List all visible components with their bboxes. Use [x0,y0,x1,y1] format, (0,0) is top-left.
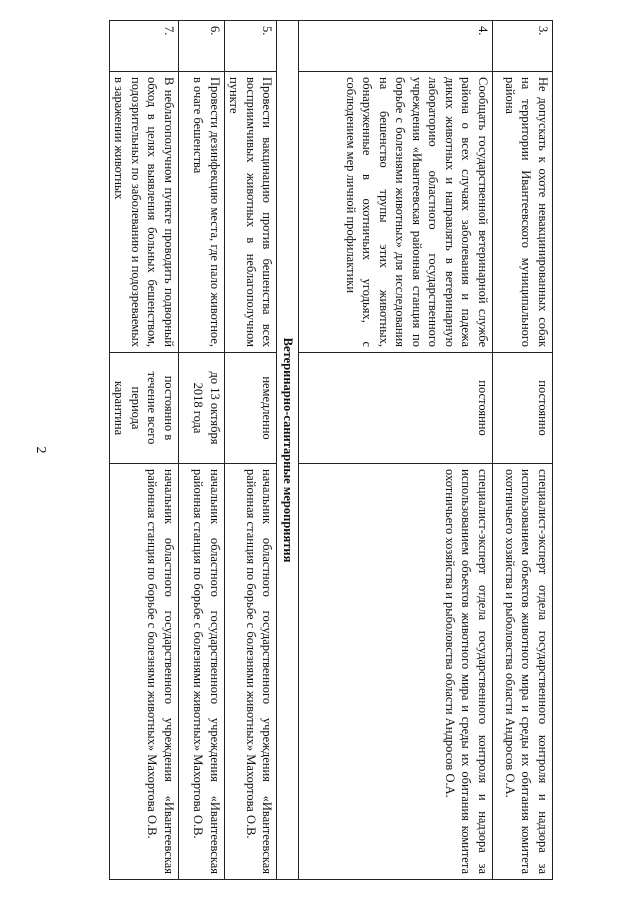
term-text: постоянно в течение всего периода карантина [110,353,179,464]
responsible-text: начальник областного государственного учреждения «Ивантеевская районная станция по борьбе с болезнями животных» Махортова О.В. [225,464,278,880]
term-text: немедленно [225,353,278,464]
responsible-text: начальник областного государственного учреждения «Ивантеевская районная станция по борьбе с болезнями животных» Махортова О.В. [179,464,225,880]
measure-text: Сообщать государственной ветеринарной службе района о всех случаях заболевания и падежа диких животных и направлять в ветеринарную лабораторию областного государственного учреждения «Ивантеевская районная станция по борьбе с болезнями животных» для исследования на бешенство трупы этих животных, обнаруженные в охотничьих угодьях, с соблюдением мер личной профилактики [299,72,493,353]
responsible-text: специалист-эксперт отдела государственного контроля и надзора за использованием объектов животного мира и среды их обитания комитета охотничьего хозяйства и рыболовства области Андросов О.А. [299,464,493,880]
term-text: постоянно [299,353,493,464]
measure-text: Не допускать к охоте невакцинированных собак на территории Ивантеевского муниципального района [493,72,553,353]
table-row [299,21,493,880]
row-number: 5. [225,21,278,72]
responsible-text: специалист-эксперт отдела государственного контроля и надзора за использованием объектов животного мира и среды их обитания комитета охотничьего хозяйства и рыболовства области Андросов О.А. [493,464,553,880]
section-title: Ветеринарно-санитарные мероприятия [277,21,299,880]
document-sheet [83,20,553,880]
responsible-text: начальник областного государственного учреждения «Ивантеевская районная станция по борьбе с болезнями животных» Махортова О.В. [110,464,179,880]
measure-text: Провести дезинфекцию места, где пало животное, в очаге бешенства [179,72,225,353]
table-row [225,21,278,880]
row-number: 7. [110,21,179,72]
term-text: до 13 октября 2018 года [179,353,225,464]
table-row [110,21,179,880]
row-number: 6. [179,21,225,72]
section-header-row [277,21,299,880]
term-text: постоянно [493,353,553,464]
row-number: 3. [493,21,553,72]
table-row [493,21,553,880]
measures-table [109,20,553,880]
measure-text: В неблагополучном пункте проводить подворный обход в целях выявления больных бешенством, подозрительных по заболеванию и подозреваемых в заражении животных [110,72,179,353]
measure-text: Провести вакцинацию против бешенства всех восприимчивых животных в неблагополучном пункте [225,72,278,353]
page-number: 2 [33,446,48,454]
table-row [179,21,225,880]
row-number: 4. [299,21,493,72]
